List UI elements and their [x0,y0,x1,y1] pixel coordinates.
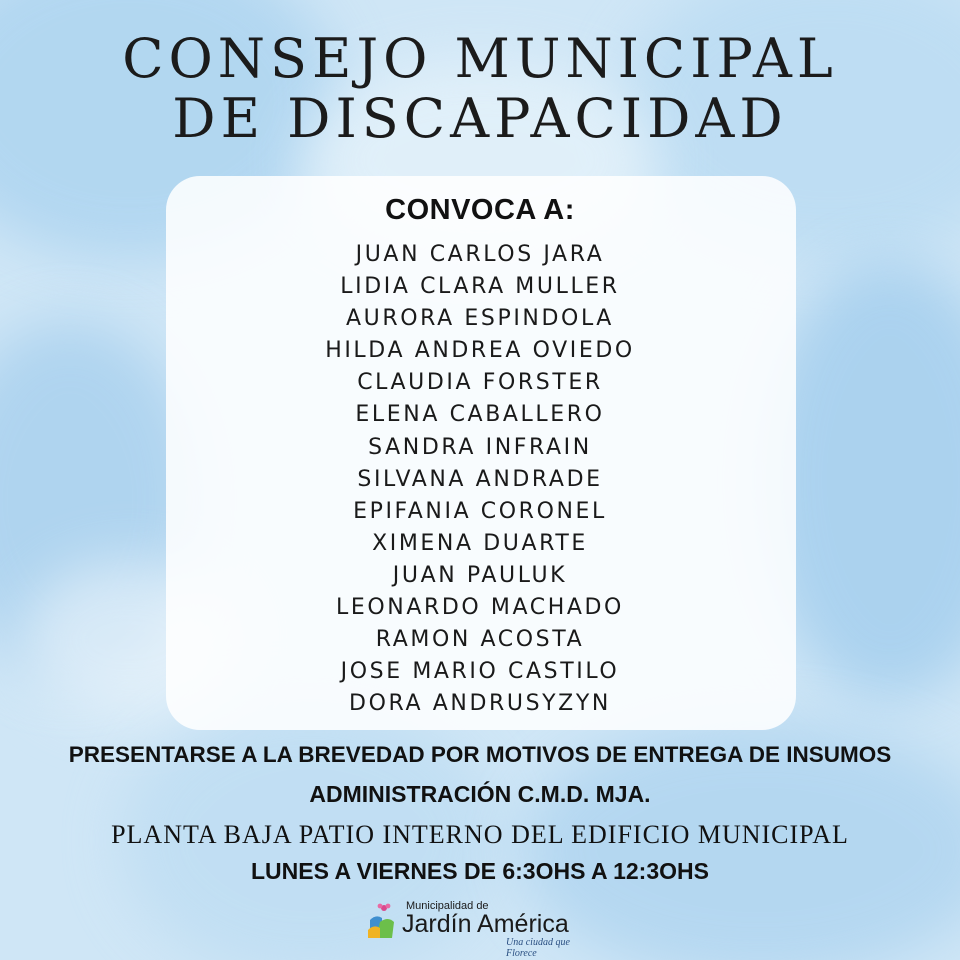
list-item: EPIFANIA CORONEL [353,498,607,524]
info-line-schedule: LUNES A VIERNES DE 6:3OHS A 12:3OHS [251,858,709,884]
info-line-location: PLANTA BAJA PATIO INTERNO DEL EDIFICIO MUNICIPAL [111,820,849,849]
municipality-logo [362,896,602,959]
list-item: LIDIA CLARA MULLER [340,274,620,300]
logo-small-text: Municipalidad de [406,900,489,912]
list-item: XIMENA DUARTE [372,530,588,556]
list-item: SANDRA INFRAIN [368,434,592,460]
flower-leaf-icon [366,902,396,942]
list-item: AURORA ESPINDOLA [346,306,614,332]
list-item: DORA ANDRUSYZYN [349,691,611,717]
names-list [0,239,960,720]
list-item: JOSE MARIO CASTILO [340,659,620,685]
logo-name: Jardín América [402,910,569,938]
list-item: JUAN CARLOS JARA [355,242,605,267]
page-title-line-2: DE DISCAPACIDAD [172,87,788,150]
list-item: SILVANA ANDRADE [357,466,603,492]
info-line-notice: PRESENTARSE A LA BREVEDAD POR MOTIVOS DE ENTREGA DE INSUMOS [68,742,892,767]
list-item: RAMON ACOSTA [375,627,585,653]
logo-slogan: Una ciudad que Florece [506,937,570,959]
card-heading: CONVOCA A: [385,194,575,226]
list-item: HILDA ANDREA OVIEDO [325,338,635,364]
list-item: ELENA CABALLERO [355,402,605,428]
list-item: JUAN PAULUK [392,562,568,588]
list-item: CLAUDIA FORSTER [357,370,603,396]
list-item: LEONARDO MACHADO [336,595,624,621]
page-title-line-1: CONSEJO MUNICIPAL [122,27,838,90]
info-line-administration: ADMINISTRACIÓN C.M.D. MJA. [309,781,651,807]
